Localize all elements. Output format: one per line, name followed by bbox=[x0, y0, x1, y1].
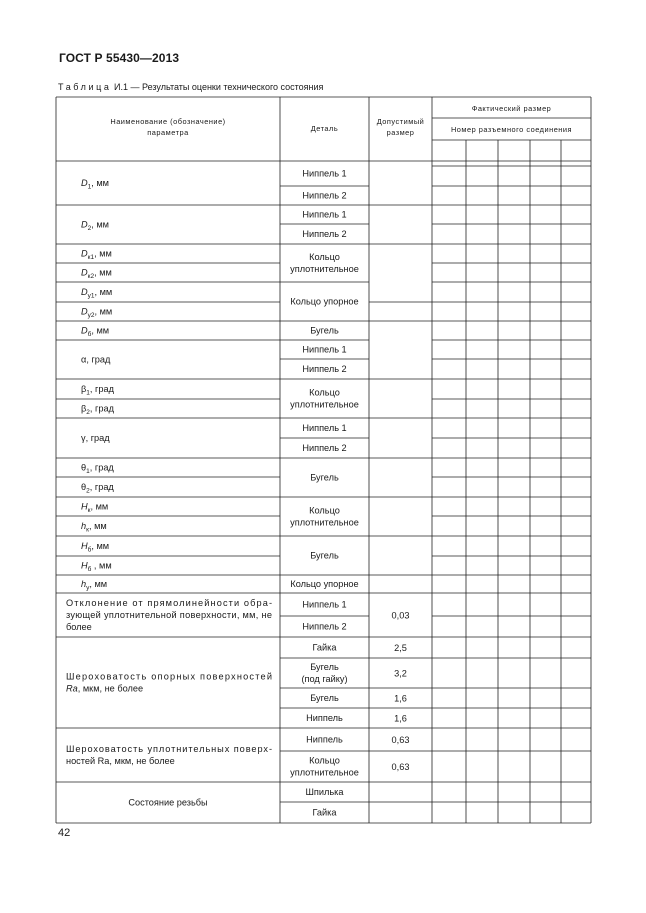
long-param-label: Состояние резьбы bbox=[128, 797, 208, 808]
detail-label: Ниппель 1 bbox=[302, 209, 347, 220]
detail-label: Ниппель 2 bbox=[302, 621, 347, 632]
detail-label: уплотнительное bbox=[290, 399, 359, 410]
detail-label: Ниппель bbox=[306, 713, 343, 723]
detail-label: Ниппель 1 bbox=[302, 599, 347, 610]
long-param-label: Шероховатость уплотнительных поверх- bbox=[66, 744, 272, 754]
detail-label: Шпилька bbox=[305, 787, 344, 797]
detail-label: Бугель bbox=[310, 550, 339, 561]
detail-label: Бугель bbox=[310, 693, 339, 703]
detail-label: Кольцо bbox=[309, 755, 340, 766]
detail-label: Кольцо bbox=[309, 387, 340, 398]
param-label: $D_{у2}$, мм bbox=[81, 306, 113, 319]
detail-label: Ниппель 1 bbox=[302, 344, 347, 355]
long-param-label: Отклонение от прямолинейности обра- bbox=[66, 598, 272, 608]
param-label: $D_{у1}$, мм bbox=[81, 287, 113, 300]
header-allowed: Допустимый bbox=[376, 117, 425, 126]
detail-label: Ниппель 2 bbox=[302, 190, 347, 201]
long-param-label: более bbox=[66, 622, 92, 632]
header-param: параметра bbox=[147, 128, 189, 137]
param-label: $\theta_1$, град bbox=[81, 462, 114, 475]
detail-label: Кольцо упорное bbox=[290, 579, 359, 589]
header-param: Наименование (обозначение) bbox=[110, 117, 226, 126]
param-label: $H_б$, мм bbox=[81, 541, 110, 554]
detail-label: уплотнительное bbox=[290, 767, 359, 778]
detail-label: Ниппель 2 bbox=[302, 229, 347, 239]
detail-label: Гайка bbox=[312, 807, 337, 818]
table-caption-title: И.1 — Результаты оценки технического состояния bbox=[114, 82, 324, 92]
detail-label: Бугель bbox=[310, 662, 339, 672]
param-label: $D_{к1}$, мм bbox=[81, 248, 112, 261]
detail-label: уплотнительное bbox=[290, 264, 359, 274]
detail-label: Кольцо bbox=[309, 505, 340, 516]
detail-label: Ниппель bbox=[306, 734, 343, 745]
param-label: $H_б$ , мм bbox=[81, 560, 112, 573]
allowed-value: 2,5 bbox=[394, 643, 407, 653]
page-number: 42 bbox=[58, 827, 71, 839]
long-param-label: зующей уплотнительной поверхности, мм, не bbox=[66, 610, 272, 620]
detail-label: Бугель bbox=[310, 472, 339, 483]
allowed-value: 0,63 bbox=[391, 735, 410, 745]
param-label: $\beta_2$, град bbox=[81, 403, 114, 416]
param-label: $D_1$, мм bbox=[81, 178, 110, 191]
param-label: $D_{к2}$, мм bbox=[81, 267, 112, 280]
allowed-value: 0,63 bbox=[391, 762, 410, 772]
detail-label: Гайка bbox=[312, 642, 337, 653]
detail-label: Кольцо bbox=[309, 252, 340, 262]
param-label: $D_б$, мм bbox=[81, 325, 110, 338]
param-label: $H_к$, мм bbox=[81, 501, 109, 514]
standard-number: ГОСТ Р 55430—2013 bbox=[59, 51, 180, 65]
detail-label: Кольцо упорное bbox=[290, 296, 359, 307]
long-param-label: ностей Ra, мкм, не более bbox=[66, 756, 175, 766]
param-label: $D_2$, мм bbox=[81, 219, 110, 232]
long-param-label: Ra, мкм, не более bbox=[66, 683, 144, 694]
long-param-label: Шероховатость опорных поверхностей bbox=[66, 671, 272, 682]
detail-label: (под гайку) bbox=[301, 674, 348, 684]
param-label: $h_у$, мм bbox=[81, 579, 108, 592]
detail-label: Ниппель 1 bbox=[302, 168, 347, 179]
header-allowed: размер bbox=[386, 128, 415, 137]
header-joint-number: Номер разъемного соединения bbox=[450, 125, 573, 134]
allowed-value: 0,03 bbox=[391, 610, 410, 621]
param-label: $\theta_2$, град bbox=[81, 482, 114, 495]
allowed-value: 1,6 bbox=[394, 713, 407, 724]
param-label: $\beta_1$, град bbox=[81, 384, 114, 397]
header-actual: Фактический размер bbox=[471, 104, 552, 113]
detail-label: уплотнительное bbox=[290, 517, 359, 528]
detail-label: Ниппель 2 bbox=[302, 364, 347, 374]
detail-label: Ниппель 2 bbox=[302, 443, 347, 453]
allowed-value: 3,2 bbox=[394, 668, 407, 679]
header-detail: Деталь bbox=[310, 124, 339, 133]
param-label: γ, град bbox=[81, 433, 110, 443]
allowed-value: 1,6 bbox=[394, 693, 407, 704]
detail-label: Бугель bbox=[310, 325, 339, 336]
param-label: α, град bbox=[81, 354, 111, 365]
table-caption-label: Таблица bbox=[58, 82, 112, 92]
table-cells bbox=[66, 104, 572, 818]
param-label: $h_к$, мм bbox=[81, 521, 107, 534]
detail-label: Ниппель 1 bbox=[302, 423, 347, 433]
